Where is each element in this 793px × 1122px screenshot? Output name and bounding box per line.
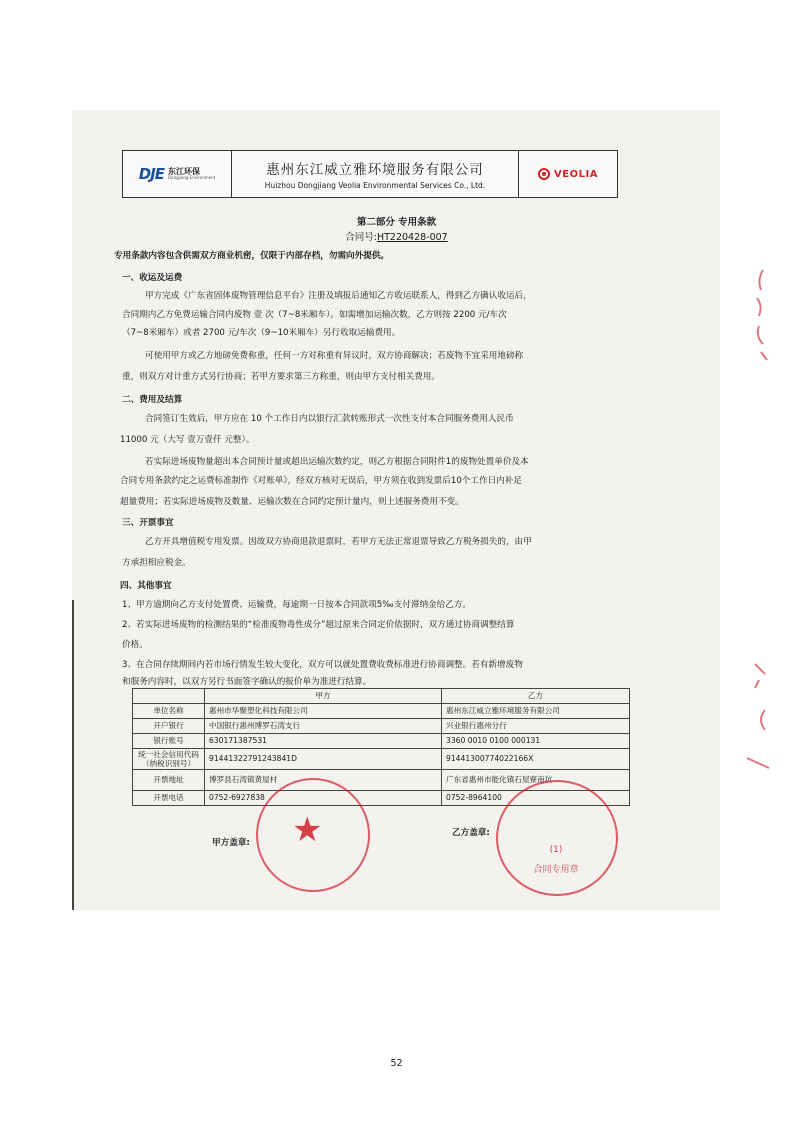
- party-b-value: 兴业银行惠州分行: [442, 719, 630, 734]
- paragraph-line: 若实际进场废物量超出本合同预计量或超出运输次数约定，则乙方根据合同附件1的废物处置单价及本: [145, 457, 529, 467]
- company-name-en: Huizhou Dongjiang Veolia Environmental Services Co., Ltd.: [264, 181, 486, 190]
- page-number: 52: [390, 1058, 403, 1069]
- row-label: 单位名称: [133, 704, 205, 719]
- contract-code: HT220428-007: [376, 232, 448, 243]
- party-b-value: 91441300774022166X: [442, 749, 630, 770]
- party-a-value: 中国银行惠州博罗石湾支行: [205, 719, 442, 734]
- paragraph-line: 超量费用；若实际进场废物及数量、运输次数在合同约定预计量内，则上述服务费用不变。: [120, 497, 464, 507]
- row-label: [133, 749, 205, 770]
- section-heading: 一、收运及运费: [122, 273, 183, 283]
- seal-number: (1): [549, 845, 563, 855]
- paragraph-line: 合同专用条款约定之运费标准制作《对账单》，经双方核对无误后，甲方须在收到发票后10个工作日内补足: [120, 476, 522, 486]
- party-a-value: 91441322791243841D: [205, 749, 442, 770]
- paragraph-line: 方承担相应税金。: [122, 558, 191, 568]
- table-row: [133, 704, 630, 719]
- table-row: [133, 749, 630, 770]
- paragraph-line: 11000 元（大写 壹万壹仟 元整）。: [120, 435, 255, 445]
- paragraph-line: 和服务内容时，以双方另行书面签字确认的报价单为准进行结算。: [122, 677, 372, 687]
- row-label-line-1: 统一社会信用代码: [138, 750, 199, 759]
- party-a-value: 630171387531: [205, 734, 442, 749]
- row-label: 开票电话: [133, 791, 205, 806]
- letterhead: [122, 150, 618, 198]
- party-a-seal-label: 甲方盖章:: [212, 838, 250, 848]
- row-label: 开票地址: [133, 770, 205, 791]
- doc-title: 第二部分 专用条款: [356, 217, 437, 228]
- margin-seal-fragment: [743, 266, 773, 366]
- party-b-value: 3360 0010 0100 000131: [442, 734, 630, 749]
- paragraph-line: 合同期内乙方免费运输合同内废物 壹 次（7~8米厢车）。如需增加运输次数，乙方则按 2200 元/车次: [122, 310, 507, 320]
- paragraph-line: 价格。: [122, 640, 148, 650]
- company-name-cn: 惠州东江威立雅环境服务有限公司: [266, 162, 484, 178]
- section-heading: 二、费用及结算: [122, 395, 183, 405]
- paragraph-line: 1、甲方逾期向乙方支付处置费、运输费，每逾期一日按本合同款项5‰支付滞纳金给乙方。: [122, 600, 472, 610]
- margin-seal-fragment: [743, 660, 773, 770]
- paragraph-line: （7~8米厢车）或者 2700 元/车次（9~10米厢车）另行收取运输费用。: [122, 328, 401, 338]
- row-label: 银行账号: [133, 734, 205, 749]
- table-header-row: [133, 689, 630, 704]
- table-row: [133, 734, 630, 749]
- paragraph-line: 可使用甲方或乙方地磅免费称重，任何一方对称重有异议时，双方协商解决；若废物不宜采用地磅称: [145, 351, 524, 361]
- contract-number: [0, 229, 793, 243]
- party-a-value: 惠州市华聚塑化科技有限公司: [205, 704, 442, 719]
- dje-logo-mark: DJE: [138, 165, 165, 183]
- scan-edge-shadow: [72, 600, 74, 910]
- paragraph-line: 甲方完成《广东省固体废物管理信息平台》注册及填报后通知乙方收运联系人，得到乙方确认收运后，: [145, 291, 532, 301]
- paragraph-line: 乙方开具增值税专用发票。因故双方协商退款退票时，若甲方无法正常退票导致乙方税务损失的，由甲: [145, 537, 532, 547]
- margin-seal-fragment-icon: [743, 660, 773, 770]
- margin-seal-fragment-icon: [743, 266, 773, 366]
- party-b-value: 0752-8964100: [442, 791, 630, 806]
- seal-caption: 合同专用章: [533, 865, 579, 875]
- section-heading: 三、开票事宜: [122, 518, 174, 528]
- paragraph-line: 2、若实际进场废物的检测结果的“检准废物毒性成分”超过原来合同定价依据时，双方通过协商调整结算: [122, 620, 515, 630]
- party-b-seal-label: 乙方盖章:: [452, 828, 490, 838]
- column-header-party-b: 乙方: [442, 689, 630, 704]
- party-b-seal-text: [528, 840, 584, 880]
- logo-left-en: Dongjiang Environment: [168, 175, 216, 180]
- party-b-value: 惠州东江威立雅环境服务有限公司: [442, 704, 630, 719]
- party-b-value: 广东省惠州市能化镇石屋寮南坑: [442, 770, 630, 791]
- section-heading: 四、其他事宜: [120, 581, 172, 591]
- row-label-line-2: （纳税识别号）: [141, 759, 196, 768]
- party-a-value: 0752-6927838: [205, 791, 442, 806]
- seal-star-icon: ★: [292, 810, 323, 850]
- confidential-notice: 专用条款内容包含供需双方商业机密，仅限于内部存档，勿需向外提供。: [114, 251, 390, 261]
- logo-left-cn: 东江环保: [168, 167, 201, 176]
- party-a-value: 博罗县石湾镇黄屋村: [205, 770, 442, 791]
- veolia-text: VEOLIA: [554, 168, 598, 180]
- dongjiang-logo: [123, 151, 232, 197]
- paragraph-line: 重，则双方对计重方式另行协商；若甲方要求第三方称重，则由甲方支付相关费用。: [122, 372, 440, 382]
- table-row: [133, 719, 630, 734]
- paragraph-line: 合同签订生效后，甲方应在 10 个工作日内以银行汇款转账形式一次性支付本合同服务费用人民币: [145, 414, 514, 424]
- column-header-party-a: 甲方: [205, 689, 442, 704]
- veolia-logo: [519, 151, 617, 197]
- company-name: [232, 151, 519, 197]
- veolia-icon: [538, 168, 550, 180]
- contract-label: 合同号:: [345, 232, 377, 243]
- row-label: 开户银行: [133, 719, 205, 734]
- table-corner: [133, 689, 205, 704]
- paragraph-line: 3、在合同存续期间内若市场行情发生较大变化，双方可以就处置费收费标准进行协商调整。若有新增废物: [122, 660, 523, 670]
